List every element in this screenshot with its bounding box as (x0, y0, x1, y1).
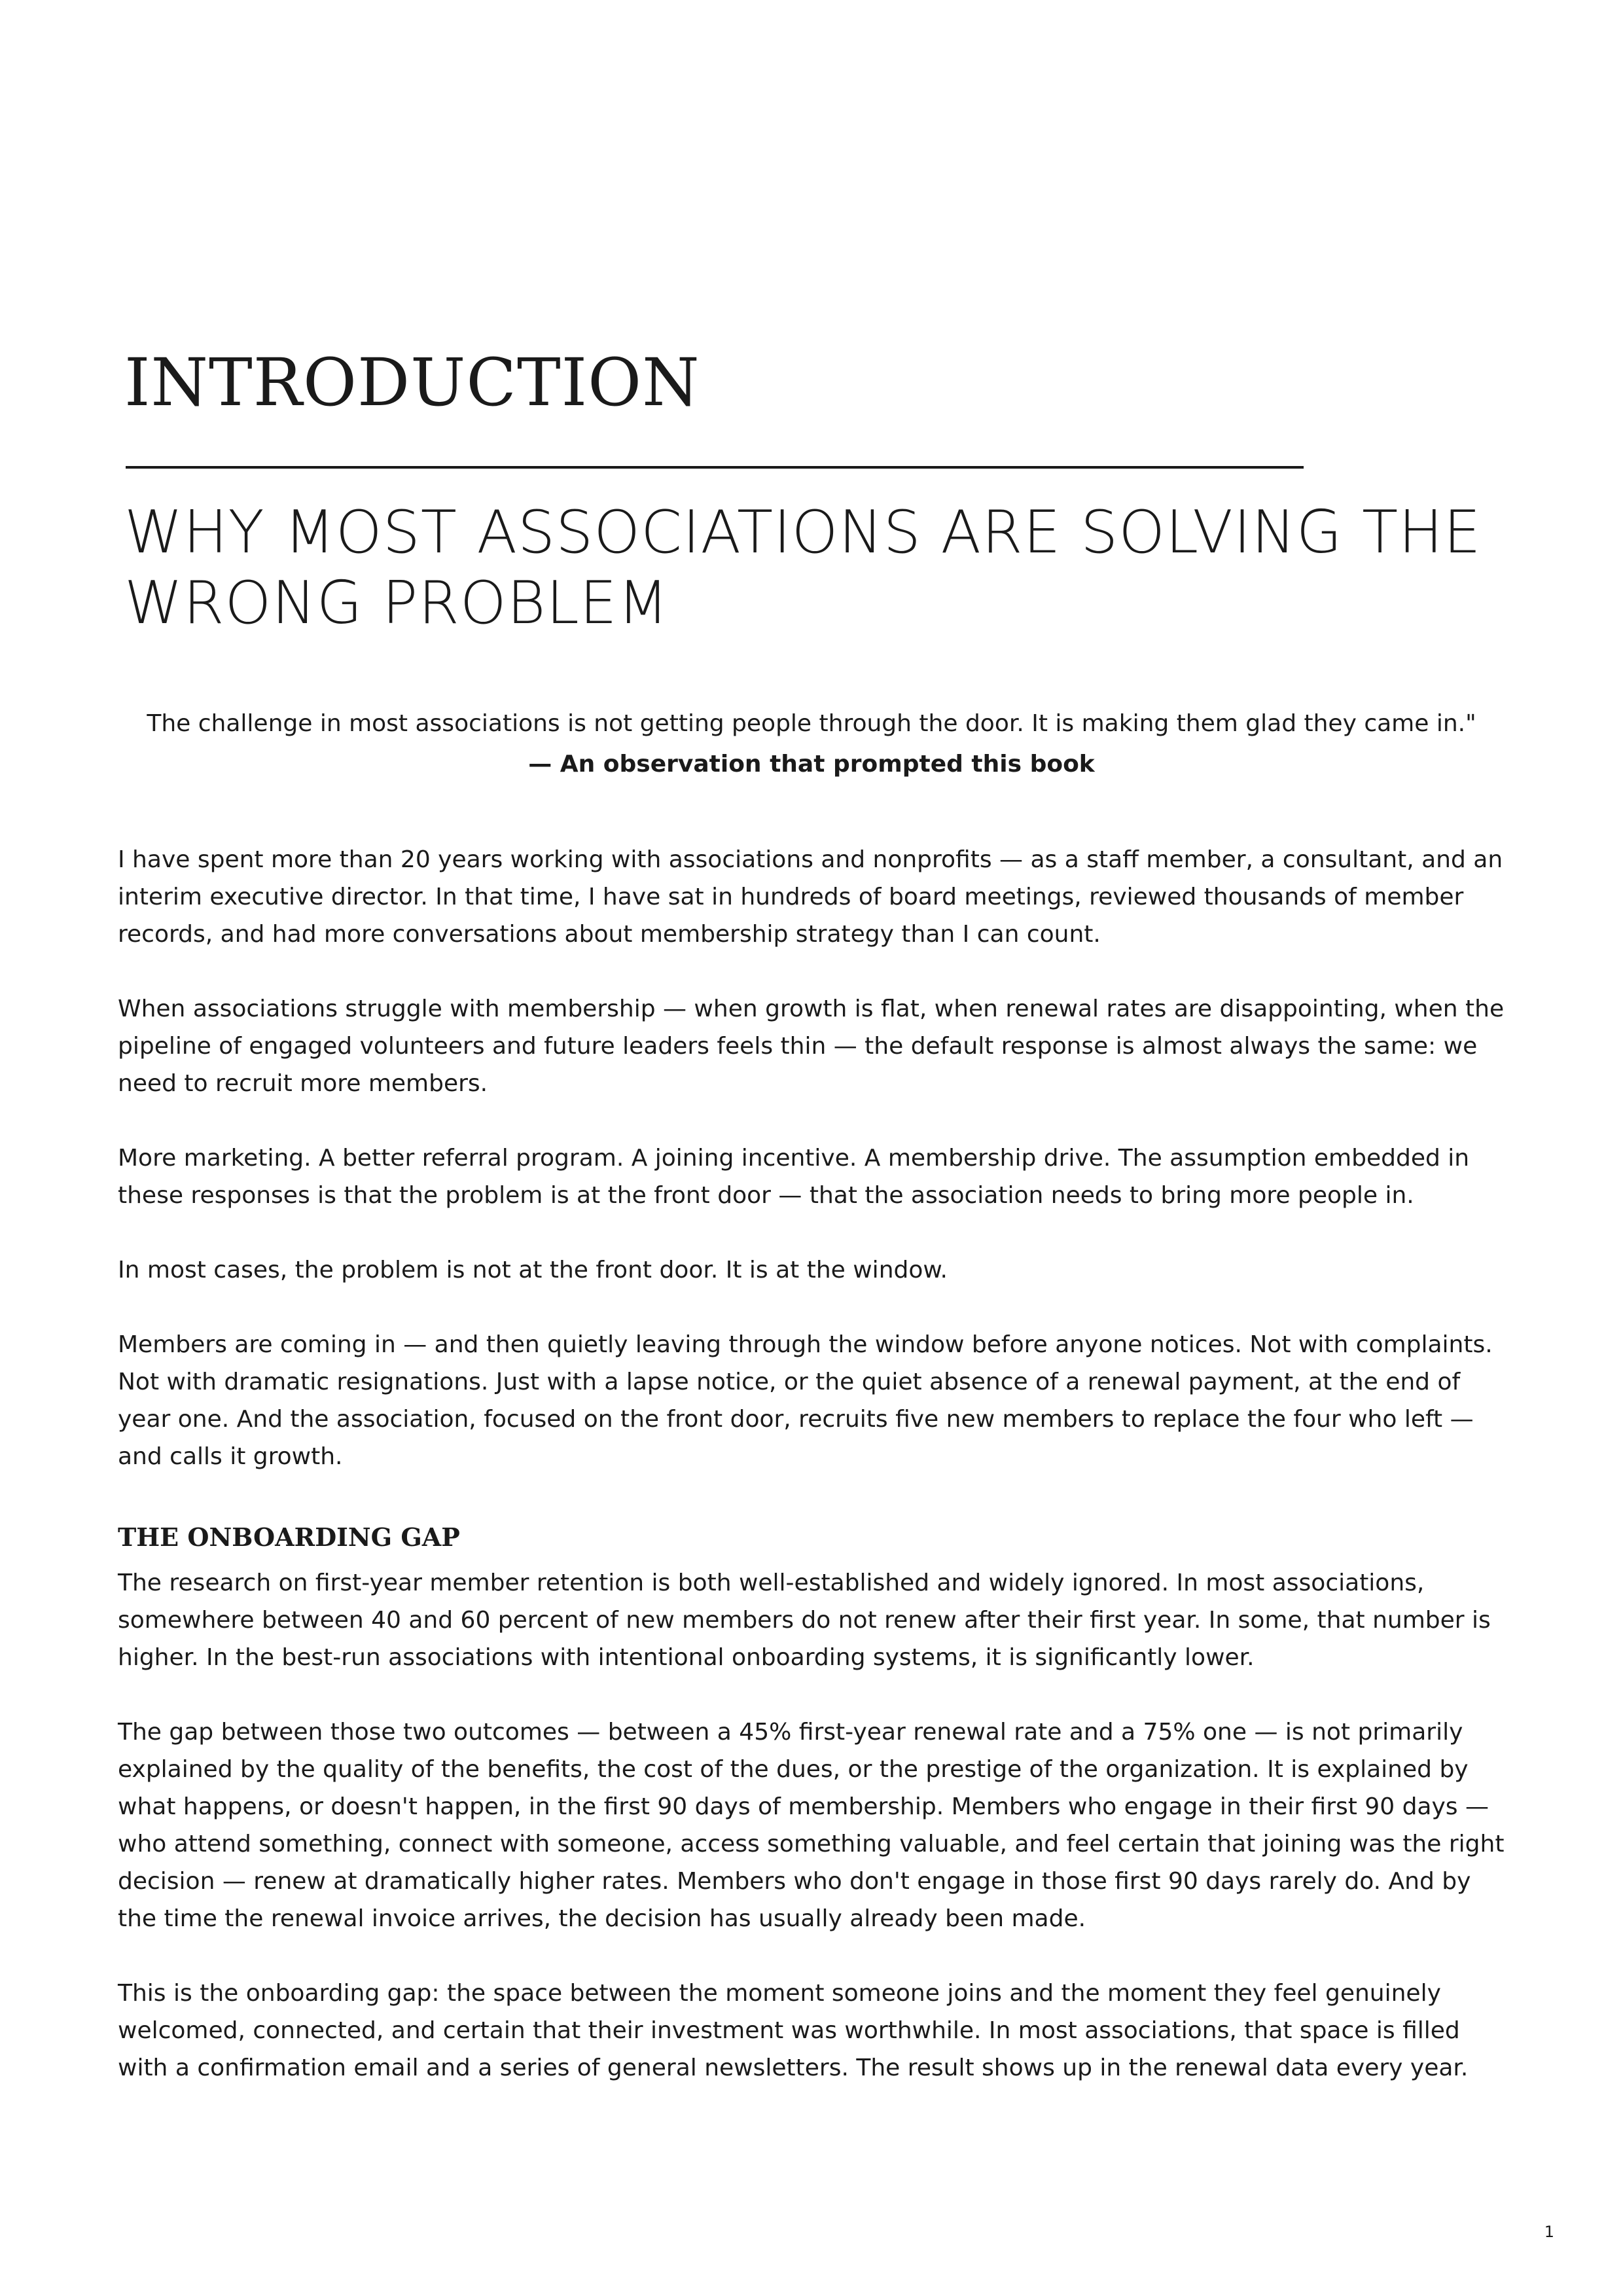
paragraph: When associations struggle with membership — when growth is flat, when renewal rates are disappointing, when the pipeline of engaged volunteers and future leaders feels thin — the default response is almost always the same: we need to recruit more members. (118, 996, 1505, 1097)
paragraph: Members are coming in — and then quietly leaving through the window before anyone notices. Not with complaints. Not with dramatic resignations. Just with a lapse notice, or the quiet absence of a renewal payment, at the end of year one. And the association, focused on the front door, recruits five new members to replace the four who left — and calls it growth. (118, 1331, 1493, 1470)
section-heading: THE ONBOARDING GAP (118, 1522, 460, 1552)
paragraph: More marketing. A better referral program. A joining incentive. A membership drive. The assumption embedded in these responses is that the problem is at the front door — that the association needs to bring more people in. (118, 1145, 1470, 1209)
paragraph: I have spent more than 20 years working with associations and nonprofits — as a staff member, a consultant, and an interim executive director. In that time, I have sat in hundreds of board meetings, reviewed thousands of member records, and had more conversations about membership strategy than I can count. (118, 846, 1503, 948)
body-text (118, 841, 1512, 2124)
epigraph-attribution: — An observation that prompted this book (528, 751, 1095, 778)
paragraph: The gap between those two outcomes — between a 45% first-year renewal rate and a 75% one — is not primarily explained by the quality of the benefits, the cost of the dues, or the prestige of the organization. It is explained by what happens, or doesn't happen, in the first 90 days of membership. Members who engage in their first 90 days — who attend something, connect with someone, access something valuable, and feel certain that joining was the right decision — renew at dramatically higher rates. Members who don't engage in those first 90 days rarely do. And by the time the renewal invoice arrives, the decision has usually already been made. (118, 1719, 1505, 1932)
page-number: 1 (1544, 2223, 1554, 2241)
epigraph (118, 704, 1505, 785)
title-divider (126, 466, 1304, 469)
paragraph: The research on first-year member retention is both well-established and widely ignored. In most associations, somewhere between 40 and 60 percent of new members do not renew after their first year. In some, that number is higher. In the best-run associations with intentional onboarding systems, it is significantly lower. (118, 1570, 1491, 1671)
chapter-title: WHY MOST ASSOCIATIONS ARE SOLVING THE WRONG PROBLEM (124, 498, 1482, 637)
paragraph: This is the onboarding gap: the space between the moment someone joins and the moment they feel genuinely welcomed, connected, and certain that their investment was worthwhile. In most associations, that space is filled with a confirmation email and a series of general newsletters. The result shows up in the renewal data every year. (118, 1980, 1469, 2081)
paragraph: In most cases, the problem is not at the front door. It is at the window. (118, 1257, 948, 1283)
chapter-label: INTRODUCTION (124, 344, 700, 421)
epigraph-quote: The challenge in most associations is not getting people through the door. It is making them glad they came in." (147, 710, 1476, 737)
